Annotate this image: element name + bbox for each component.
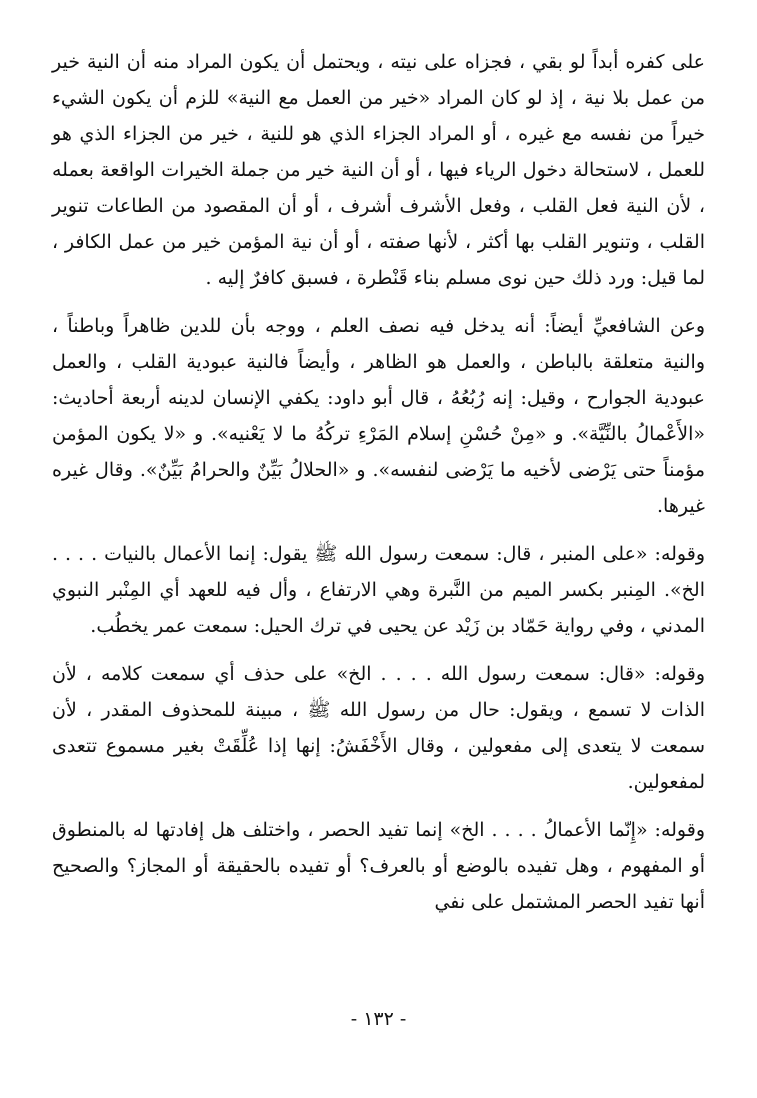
paragraph-4: وقوله: «قال: سمعت رسول الله . . . . الخ» على حذف أي سمعت كلامه ، لأن الذات لا تسمع ، ويقول: حال من رسول الله ﷺ ، مبينة للمحذوف المقدر ، لأن سمعت لا يتعدى إلى مفعولين ، وقال الأَخْفَشُ: إنها إذا عُلِّقَتْ بغير مسموع تتعدى لمفعولين. (52, 663, 705, 793)
paragraph-5: وقوله: «إِنّما الأعمالُ . . . . الخ» إنما تفيد الحصر ، واختلف هل إفادتها له بالمنطوق أو المفهوم ، وهل تفيده بالوضع أو بالعرف؟ أو تفيده بالحقيقة أو المجاز؟ والصحيح أنها تفيد الحصر المشتمل على نفي (52, 819, 705, 913)
paragraph-1: على كفره أبداً لو بقي ، فجزاه على نيته ، ويحتمل أن يكون المراد منه أن النية خير من عمل بلا نية ، إذ لو كان المراد «خير من العمل مع النية» للزم أن يكون الشيء خيراً من نفسه مع غيره ، أو المراد الجزاء الذي هو للنية ، خير من الجزاء الذي هو للعمل ، لاستحالة دخول الرياء فيها ، أو أن النية خير من جملة الخيرات الواقعة بعمله ، لأن النية فعل القلب ، وفعل الأشرف أشرف ، أو أن المقصود من الطاعات تنوير القلب ، وتنوير القلب بها أكثر ، لأنها صفته ، أو أن نية المؤمن خير من عمل الكافر ، لما قيل: ورد ذلك حين نوى مسلم بناء قَنْطرة ، فسبق كافرٌ إليه . (52, 51, 705, 289)
paragraph-2: وعن الشافعيِّ أيضاً: أنه يدخل فيه نصف العلم ، ووجه بأن للدين ظاهراً وباطناً ، والنية متعلقة بالباطن ، والعمل هو الظاهر ، وأيضاً فالنية عبودية القلب ، والعمل عبودية الجوارح ، وقيل: إنه رُبُعُهُ ، قال أبو داود: يكفي الإنسان لدينه أربعة أحاديث: «الأَعْمالُ بالنِّيَّة». و «مِنْ حُسْنِ إسلام المَرْءِ تركُهُ ما لا يَعْنيه». و «لا يكون المؤمن مؤمناً حتى يَرْضى لأخيه ما يَرْضى لنفسه». و «الحلالُ بَيِّنٌ والحرامُ بَيِّنٌ». وقال غيره غيرها. (52, 315, 705, 517)
page-number: - ١٣٢ - (350, 1008, 407, 1030)
paragraph-3: وقوله: «على المنبر ، قال: سمعت رسول الله ﷺ يقول: إنما الأعمال بالنيات . . . . الخ». المِنبر بكسر الميم من النَّبرة وهي الارتفاع ، وأل فيه للعهد أي المِنْبر النبوي المدني ، وفي رواية حَمّاد بن زَيْد عن يحيى في ترك الحيل: سمعت عمر يخطُب. (52, 543, 705, 637)
